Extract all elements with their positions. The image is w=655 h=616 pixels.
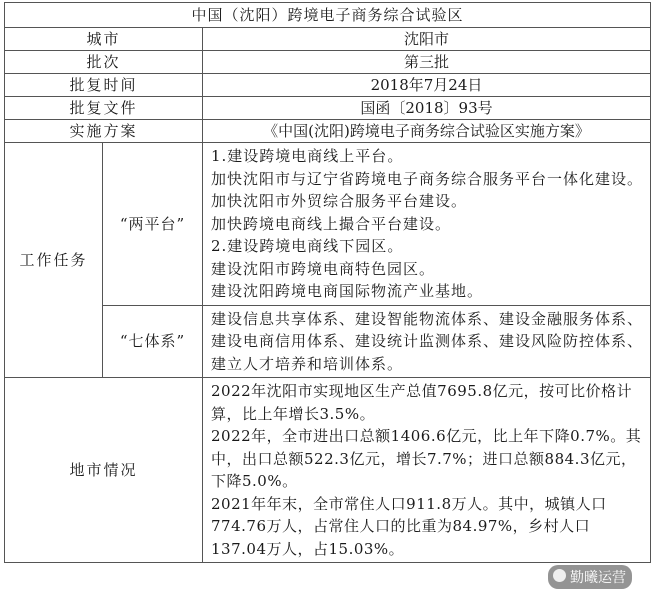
local-paragraph: 2022年，全市进出口总额1406.6亿元，比上年下降0.7%。其中，出口总额522.3亿元，增长7.7%；进口总额884.3亿元，下降5.0%。 bbox=[211, 427, 642, 490]
table-title: 中国（沈阳）跨境电子商务综合试验区 bbox=[5, 3, 651, 28]
two-platforms-label: “两平台” bbox=[103, 143, 203, 306]
table-row bbox=[5, 51, 651, 74]
seven-systems-content: 建设信息共享体系、建设智能物流体系、建设金融服务体系、建设电商信用体系、建设统计监测体系、建设风险防控体系、建立人才培养和培训体系。 bbox=[203, 305, 651, 378]
tasks-row-two-platforms bbox=[5, 143, 651, 306]
title-row bbox=[5, 3, 651, 28]
seven-systems-label: “七体系” bbox=[103, 305, 203, 378]
row-label-city: 城市 bbox=[5, 28, 203, 51]
local-paragraph: 2021年年末，全市常住人口911.8万人。其中，城镇人口774.76万人，占常住人口的比重为84.97%，乡村人口137.04万人，占15.03%。 bbox=[211, 494, 607, 558]
task-line: 加快沈阳市外贸综合服务平台建设。 bbox=[211, 192, 468, 210]
task-line: 2.建设跨境电商线下园区。 bbox=[211, 237, 404, 255]
table-row bbox=[5, 97, 651, 120]
task-line: 建设沈阳市跨境电商特色园区。 bbox=[211, 259, 436, 278]
wechat-icon bbox=[553, 569, 566, 582]
watermark-badge bbox=[548, 565, 632, 589]
task-line: 建设沈阳跨境电商国际物流产业基地。 bbox=[211, 282, 484, 300]
row-value-approval-document: 国函〔2018〕93号 bbox=[203, 97, 651, 120]
row-label-batch: 批次 bbox=[5, 51, 203, 74]
row-label-plan: 实施方案 bbox=[5, 120, 203, 143]
task-line: 加快跨境电商线上撮合平台建设。 bbox=[211, 214, 452, 233]
watermark-text: 勤曦运营 bbox=[570, 570, 626, 586]
two-platforms-content bbox=[203, 143, 651, 306]
task-line: 加快沈阳市与辽宁省跨境电子商务综合服务平台一体化建设。 bbox=[211, 169, 644, 188]
tasks-label: 工作任务 bbox=[5, 143, 103, 378]
row-value-approval-date: 2018年7月24日 bbox=[203, 74, 651, 97]
task-line: 1.建设跨境电商线上平台。 bbox=[211, 147, 404, 165]
local-row bbox=[5, 378, 651, 563]
pilot-zone-table bbox=[4, 2, 651, 563]
row-value-plan: 《中国(沈阳)跨境电子商务综合试验区实施方案》 bbox=[203, 120, 651, 143]
table-row bbox=[5, 28, 651, 51]
local-content bbox=[203, 378, 651, 563]
pilot-zone-table-wrapper bbox=[4, 2, 650, 563]
local-paragraph: 2022年沈阳市实现地区生产总值7695.8亿元，按可比价格计算，比上年增长3.5%。 bbox=[211, 382, 633, 423]
table-row bbox=[5, 74, 651, 97]
row-label-approval-date: 批复时间 bbox=[5, 74, 203, 97]
row-value-batch: 第三批 bbox=[203, 51, 651, 74]
row-label-approval-document: 批复文件 bbox=[5, 97, 203, 120]
row-value-city: 沈阳市 bbox=[203, 28, 651, 51]
local-label: 地市情况 bbox=[5, 378, 203, 563]
table-row bbox=[5, 120, 651, 143]
